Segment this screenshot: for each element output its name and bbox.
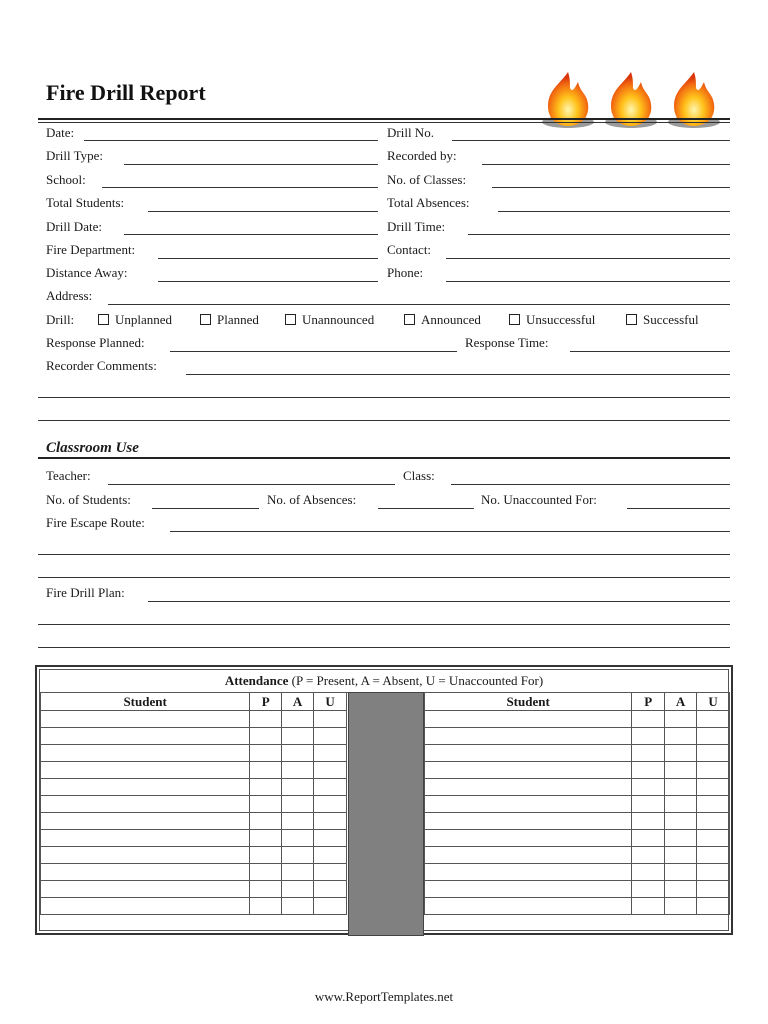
escape-route-field[interactable]: [170, 531, 730, 532]
option-unsuccessful[interactable]: Unsuccessful: [509, 312, 595, 328]
checkbox-icon[interactable]: [626, 314, 637, 325]
recorded-by-field[interactable]: [482, 164, 730, 165]
table-row: [41, 762, 347, 779]
table-row: [425, 745, 730, 762]
student-cell[interactable]: [425, 864, 632, 881]
divider-column: [348, 692, 424, 936]
drill-no-label: Drill No.: [387, 125, 434, 140]
no-classes-label: No. of Classes:: [387, 172, 467, 187]
table-row: [41, 728, 347, 745]
date-label: Date:: [46, 125, 75, 140]
total-students-label: Total Students:: [46, 195, 125, 210]
drill-date-field[interactable]: [124, 234, 378, 235]
u-cell[interactable]: [314, 728, 347, 745]
u-cell[interactable]: [697, 728, 730, 745]
u-cell[interactable]: [697, 762, 730, 779]
school-field[interactable]: [102, 187, 378, 188]
student-cell[interactable]: [41, 711, 250, 728]
no-absences-field[interactable]: [378, 508, 474, 509]
title-rule: [38, 118, 730, 120]
student-cell[interactable]: [41, 796, 250, 813]
a-cell[interactable]: [282, 728, 314, 745]
student-cell[interactable]: [425, 728, 632, 745]
checkbox-icon[interactable]: [509, 314, 520, 325]
drill-time-field[interactable]: [468, 234, 730, 235]
a-cell[interactable]: [665, 898, 697, 915]
table-row: [41, 813, 347, 830]
drill-label: Drill:: [46, 312, 75, 327]
student-cell[interactable]: [425, 745, 632, 762]
table-row: [425, 898, 730, 915]
u-cell[interactable]: [314, 711, 347, 728]
student-cell[interactable]: [425, 813, 632, 830]
u-cell[interactable]: [697, 779, 730, 796]
absent-header: A: [665, 693, 697, 711]
phone-label: Phone:: [387, 265, 424, 280]
table-row: [425, 864, 730, 881]
a-cell[interactable]: [282, 864, 314, 881]
table-row: [41, 830, 347, 847]
no-unaccounted-label: No. Unaccounted For:: [481, 492, 597, 507]
u-cell[interactable]: [697, 898, 730, 915]
table-row: [425, 796, 730, 813]
drill-plan-line[interactable]: [38, 624, 730, 625]
teacher-field[interactable]: [108, 484, 395, 485]
u-cell[interactable]: [314, 847, 347, 864]
table-row: [41, 711, 347, 728]
a-cell[interactable]: [282, 813, 314, 830]
class-field[interactable]: [451, 484, 730, 485]
drill-time-label: Drill Time:: [387, 219, 446, 234]
p-cell[interactable]: [250, 847, 282, 864]
drill-date-label: Drill Date:: [46, 219, 102, 234]
p-cell[interactable]: [632, 728, 665, 745]
a-cell[interactable]: [665, 779, 697, 796]
u-cell[interactable]: [314, 796, 347, 813]
option-announced[interactable]: Announced: [404, 312, 481, 328]
no-classes-field[interactable]: [492, 187, 730, 188]
a-cell[interactable]: [665, 813, 697, 830]
comments-line[interactable]: [38, 397, 730, 398]
unaccounted-header: U: [697, 693, 730, 711]
p-cell[interactable]: [250, 728, 282, 745]
no-unaccounted-field[interactable]: [627, 508, 730, 509]
no-students-field[interactable]: [152, 508, 259, 509]
attendance-caption: Attendance (P = Present, A = Absent, U = Unaccounted For): [40, 670, 728, 693]
p-cell[interactable]: [250, 762, 282, 779]
a-cell[interactable]: [665, 796, 697, 813]
table-row: [41, 881, 347, 898]
contact-field[interactable]: [446, 258, 730, 259]
u-cell[interactable]: [697, 881, 730, 898]
p-cell[interactable]: [250, 830, 282, 847]
total-students-field[interactable]: [148, 211, 378, 212]
checkbox-icon[interactable]: [285, 314, 296, 325]
u-cell[interactable]: [697, 830, 730, 847]
student-cell[interactable]: [425, 898, 632, 915]
drill-plan-line[interactable]: [38, 647, 730, 648]
recorder-comments-field[interactable]: [186, 374, 730, 375]
escape-route-line[interactable]: [38, 554, 730, 555]
attendance-table: [35, 665, 733, 935]
p-cell[interactable]: [632, 898, 665, 915]
address-field[interactable]: [108, 304, 730, 305]
u-cell[interactable]: [314, 830, 347, 847]
table-row: [425, 762, 730, 779]
student-header: Student: [425, 693, 632, 711]
page-title: Fire Drill Report: [46, 80, 206, 105]
classroom-use-heading: Classroom Use: [46, 440, 139, 456]
table-row: [41, 864, 347, 881]
u-cell[interactable]: [697, 745, 730, 762]
student-cell[interactable]: [41, 864, 250, 881]
table-row: [425, 881, 730, 898]
u-cell[interactable]: [697, 711, 730, 728]
p-cell[interactable]: [250, 745, 282, 762]
student-cell[interactable]: [425, 762, 632, 779]
distance-away-label: Distance Away:: [46, 265, 128, 280]
address-label: Address:: [46, 288, 93, 303]
u-cell[interactable]: [314, 745, 347, 762]
p-cell[interactable]: [632, 813, 665, 830]
table-row: [41, 796, 347, 813]
drill-no-field[interactable]: [452, 140, 730, 141]
u-cell[interactable]: [697, 813, 730, 830]
checkbox-icon[interactable]: [200, 314, 211, 325]
escape-route-label: Fire Escape Route:: [46, 515, 145, 530]
table-row: [425, 779, 730, 796]
u-cell[interactable]: [314, 779, 347, 796]
p-cell[interactable]: [632, 745, 665, 762]
a-cell[interactable]: [282, 881, 314, 898]
p-cell[interactable]: [632, 847, 665, 864]
student-cell[interactable]: [41, 847, 250, 864]
u-cell[interactable]: [314, 813, 347, 830]
a-cell[interactable]: [665, 847, 697, 864]
teacher-label: Teacher:: [46, 468, 91, 483]
student-cell[interactable]: [41, 898, 250, 915]
p-cell[interactable]: [250, 813, 282, 830]
a-cell[interactable]: [665, 864, 697, 881]
a-cell[interactable]: [665, 711, 697, 728]
a-cell[interactable]: [665, 728, 697, 745]
absent-header: A: [282, 693, 314, 711]
p-cell[interactable]: [632, 779, 665, 796]
student-cell[interactable]: [425, 830, 632, 847]
total-absences-field[interactable]: [498, 211, 730, 212]
table-row: [41, 847, 347, 864]
a-cell[interactable]: [282, 711, 314, 728]
student-cell[interactable]: [41, 779, 250, 796]
table-row: [425, 728, 730, 745]
a-cell[interactable]: [282, 745, 314, 762]
a-cell[interactable]: [665, 830, 697, 847]
response-time-label: Response Time:: [465, 335, 549, 350]
unaccounted-header: U: [314, 693, 347, 711]
footer-url[interactable]: www.ReportTemplates.net: [314, 989, 454, 1004]
section-rule: [38, 457, 730, 459]
checkbox-icon[interactable]: [404, 314, 415, 325]
u-cell[interactable]: [697, 847, 730, 864]
student-cell[interactable]: [425, 796, 632, 813]
a-cell[interactable]: [282, 830, 314, 847]
option-unplanned[interactable]: Unplanned: [98, 312, 172, 328]
response-planned-label: Response Planned:: [46, 335, 145, 350]
p-cell[interactable]: [632, 881, 665, 898]
student-cell[interactable]: [41, 813, 250, 830]
student-cell[interactable]: [41, 830, 250, 847]
contact-label: Contact:: [387, 242, 432, 257]
no-students-label: No. of Students:: [46, 492, 131, 507]
u-cell[interactable]: [314, 898, 347, 915]
table-row: [425, 830, 730, 847]
student-cell[interactable]: [425, 711, 632, 728]
p-cell[interactable]: [632, 864, 665, 881]
p-cell[interactable]: [632, 830, 665, 847]
recorder-comments-label: Recorder Comments:: [46, 358, 157, 373]
drill-plan-label: Fire Drill Plan:: [46, 585, 125, 600]
p-cell[interactable]: [632, 796, 665, 813]
student-cell[interactable]: [41, 881, 250, 898]
p-cell[interactable]: [632, 762, 665, 779]
a-cell[interactable]: [665, 745, 697, 762]
escape-route-line[interactable]: [38, 577, 730, 578]
fire-department-label: Fire Department:: [46, 242, 136, 257]
u-cell[interactable]: [314, 881, 347, 898]
a-cell[interactable]: [665, 881, 697, 898]
p-cell[interactable]: [250, 779, 282, 796]
attendance-inner: [39, 669, 729, 931]
attendance-right-grid: [424, 692, 730, 915]
a-cell[interactable]: [282, 847, 314, 864]
u-cell[interactable]: [314, 864, 347, 881]
option-unannounced[interactable]: Unannounced: [285, 312, 374, 328]
drill-plan-field[interactable]: [148, 601, 730, 602]
checkbox-icon[interactable]: [98, 314, 109, 325]
student-cell[interactable]: [425, 847, 632, 864]
flames-icon: [540, 68, 725, 130]
a-cell[interactable]: [282, 898, 314, 915]
option-planned[interactable]: Planned: [200, 312, 259, 328]
distance-away-field[interactable]: [158, 281, 378, 282]
school-label: School:: [46, 172, 86, 187]
response-time-field[interactable]: [570, 351, 730, 352]
table-row: [41, 745, 347, 762]
table-row: [425, 847, 730, 864]
title-rule-thin: [38, 122, 730, 123]
fire-department-field[interactable]: [158, 258, 378, 259]
table-row: [41, 779, 347, 796]
student-cell[interactable]: [41, 728, 250, 745]
present-header: P: [632, 693, 665, 711]
p-cell[interactable]: [250, 898, 282, 915]
recorded-by-label: Recorded by:: [387, 148, 457, 163]
p-cell[interactable]: [632, 711, 665, 728]
student-cell[interactable]: [41, 745, 250, 762]
attendance-left-grid: [40, 692, 347, 915]
drill-type-field[interactable]: [124, 164, 378, 165]
u-cell[interactable]: [697, 864, 730, 881]
a-cell[interactable]: [282, 762, 314, 779]
comments-line[interactable]: [38, 420, 730, 421]
p-cell[interactable]: [250, 864, 282, 881]
present-header: P: [250, 693, 282, 711]
date-field[interactable]: [84, 140, 378, 141]
student-cell[interactable]: [425, 881, 632, 898]
p-cell[interactable]: [250, 711, 282, 728]
option-successful[interactable]: Successful: [626, 312, 699, 328]
drill-type-label: Drill Type:: [46, 148, 103, 163]
class-label: Class:: [403, 468, 435, 483]
p-cell[interactable]: [250, 796, 282, 813]
student-header: Student: [41, 693, 250, 711]
total-absences-label: Total Absences:: [387, 195, 470, 210]
u-cell[interactable]: [314, 762, 347, 779]
a-cell[interactable]: [282, 796, 314, 813]
no-absences-label: No. of Absences:: [267, 492, 357, 507]
table-row: [425, 711, 730, 728]
student-cell[interactable]: [41, 762, 250, 779]
u-cell[interactable]: [697, 796, 730, 813]
a-cell[interactable]: [665, 762, 697, 779]
a-cell[interactable]: [282, 779, 314, 796]
student-cell[interactable]: [425, 779, 632, 796]
response-planned-field[interactable]: [170, 351, 457, 352]
table-row: [41, 898, 347, 915]
p-cell[interactable]: [250, 881, 282, 898]
phone-field[interactable]: [446, 281, 730, 282]
table-row: [425, 813, 730, 830]
